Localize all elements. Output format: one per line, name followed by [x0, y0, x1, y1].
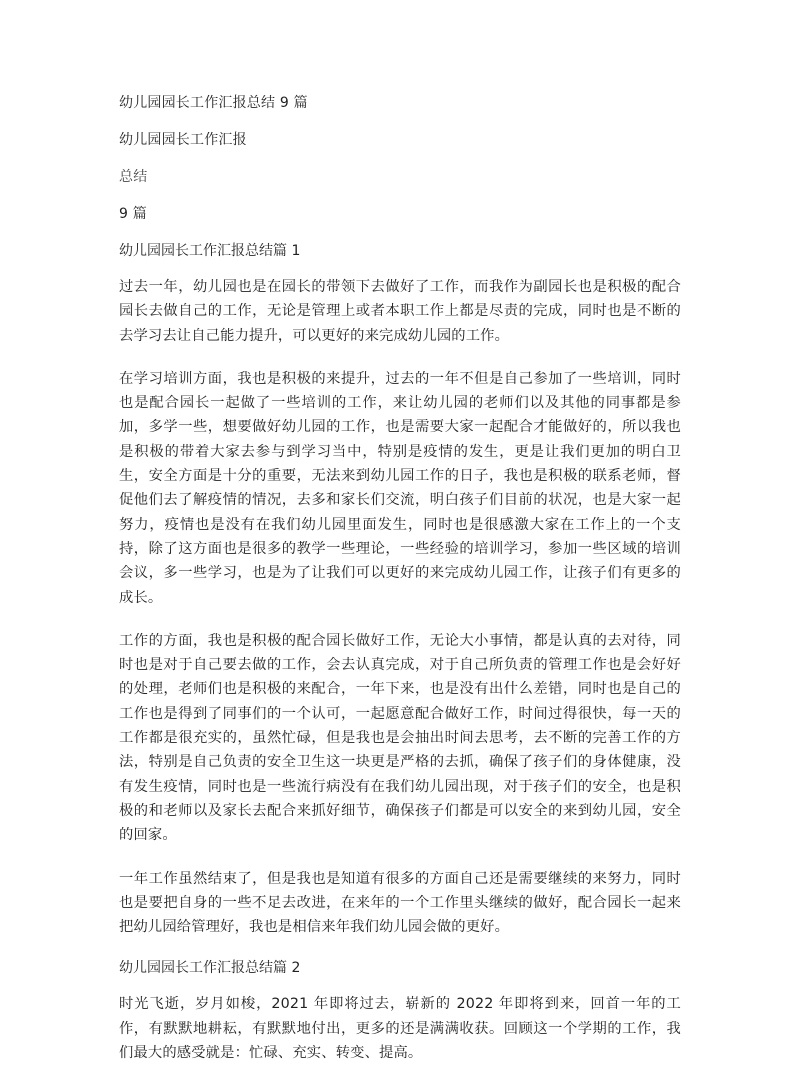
section-1-title: 幼儿园园长工作汇报总结篇 1 [119, 243, 301, 259]
section-1-paragraph-4: 一年工作虽然结束了，但是我也是知道有很多的方面自己还是需要继续的来努力，同时也是要把自身的一些不足去改进，在来年的一个工作里头继续的做好，配合园长一起来把幼儿园给管理好，我也是相信来年我们幼儿园会做的更好。 [119, 870, 681, 936]
document-subtitle: 幼儿园园长工作汇报 [119, 132, 247, 148]
document-title: 幼儿园园长工作汇报总结 9 篇 [119, 95, 308, 111]
section-1-paragraph-3: 工作的方面，我也是积极的配合园长做好工作，无论大小事情，都是认真的去对待，同时也是对于自己要去做的工作，会去认真完成，对于自己所负责的管理工作也是会好好的处理，老师们也是积极的来配合，一年下来，也是没有出什么差错，同时也是自己的工作也是得到了同事们的一个认可，一起愿意配合做好工作，时间过得很快，每一天的工作都是很充实的，虽然忙碌，但是我也是会抽出时间去思考，去不断的完善工作的方法，特别是自己负责的安全卫生这一块更是严格的去抓，确保了孩子们的身体健康，没有发生疫情，同时也是一些流行病没有在我们幼儿园出现，对于孩子们的安全，也是积极的和老师以及家长去配合来抓好细节，确保孩子们都是可以安全的来到幼儿园，安全的回家。 [119, 632, 681, 844]
section-2-title: 幼儿园园长工作汇报总结篇 2 [119, 960, 301, 977]
document-count-line: 9 篇 [119, 206, 147, 222]
section-2-paragraph-1: 时光飞逝，岁月如梭，2021 年即将过去，崭新的 2022 年即将到来，回首一年的工作，有默默地耕耘，有默默地付出，更多的还是满满收获。回顾这一个学期的工作，我们最大的感受就是：忙碌、充实、转变、提高。 [119, 996, 681, 1062]
section-1-paragraph-1: 过去一年，幼儿园也是在园长的带领下去做好了工作，而我作为副园长也是积极的配合园长去做自己的工作，无论是管理上或者本职工作上都是尽责的完成，同时也是不断的去学习去让自己能力提升，可以更好的来完成幼儿园的工作。 [119, 279, 681, 344]
document-subtitle-line: 总结 [119, 169, 148, 185]
section-1-paragraph-2: 在学习培训方面，我也是积极的来提升，过去的一年不但是自己参加了一些培训，同时也是配合园长一起做了一些培训的工作，来让幼儿园的老师们以及其他的同事都是参加，多学一些，想要做好幼儿园的工作，也是需要大家一起配合才能做好的，所以我也是积极的带着大家去参与到学习当中，特别是疫情的发生，更是让我们更加的明白卫生，安全方面是十分的重要，无法来到幼儿园工作的日子，我也是积极的联系老师，督促他们去了解疫情的情况，去多和家长们交流，明白孩子们目前的状况，也是大家一起努力，疫情也是没有在我们幼儿园里面发生，同时也是很感激大家在工作上的一个支持，除了这方面也是很多的教学一些理论，一些经验的培训学习，参加一些区域的培训会议，多一些学习，也是为了让我们可以更好的来完成幼儿园工作，让孩子们有更多的成长。 [119, 370, 681, 606]
